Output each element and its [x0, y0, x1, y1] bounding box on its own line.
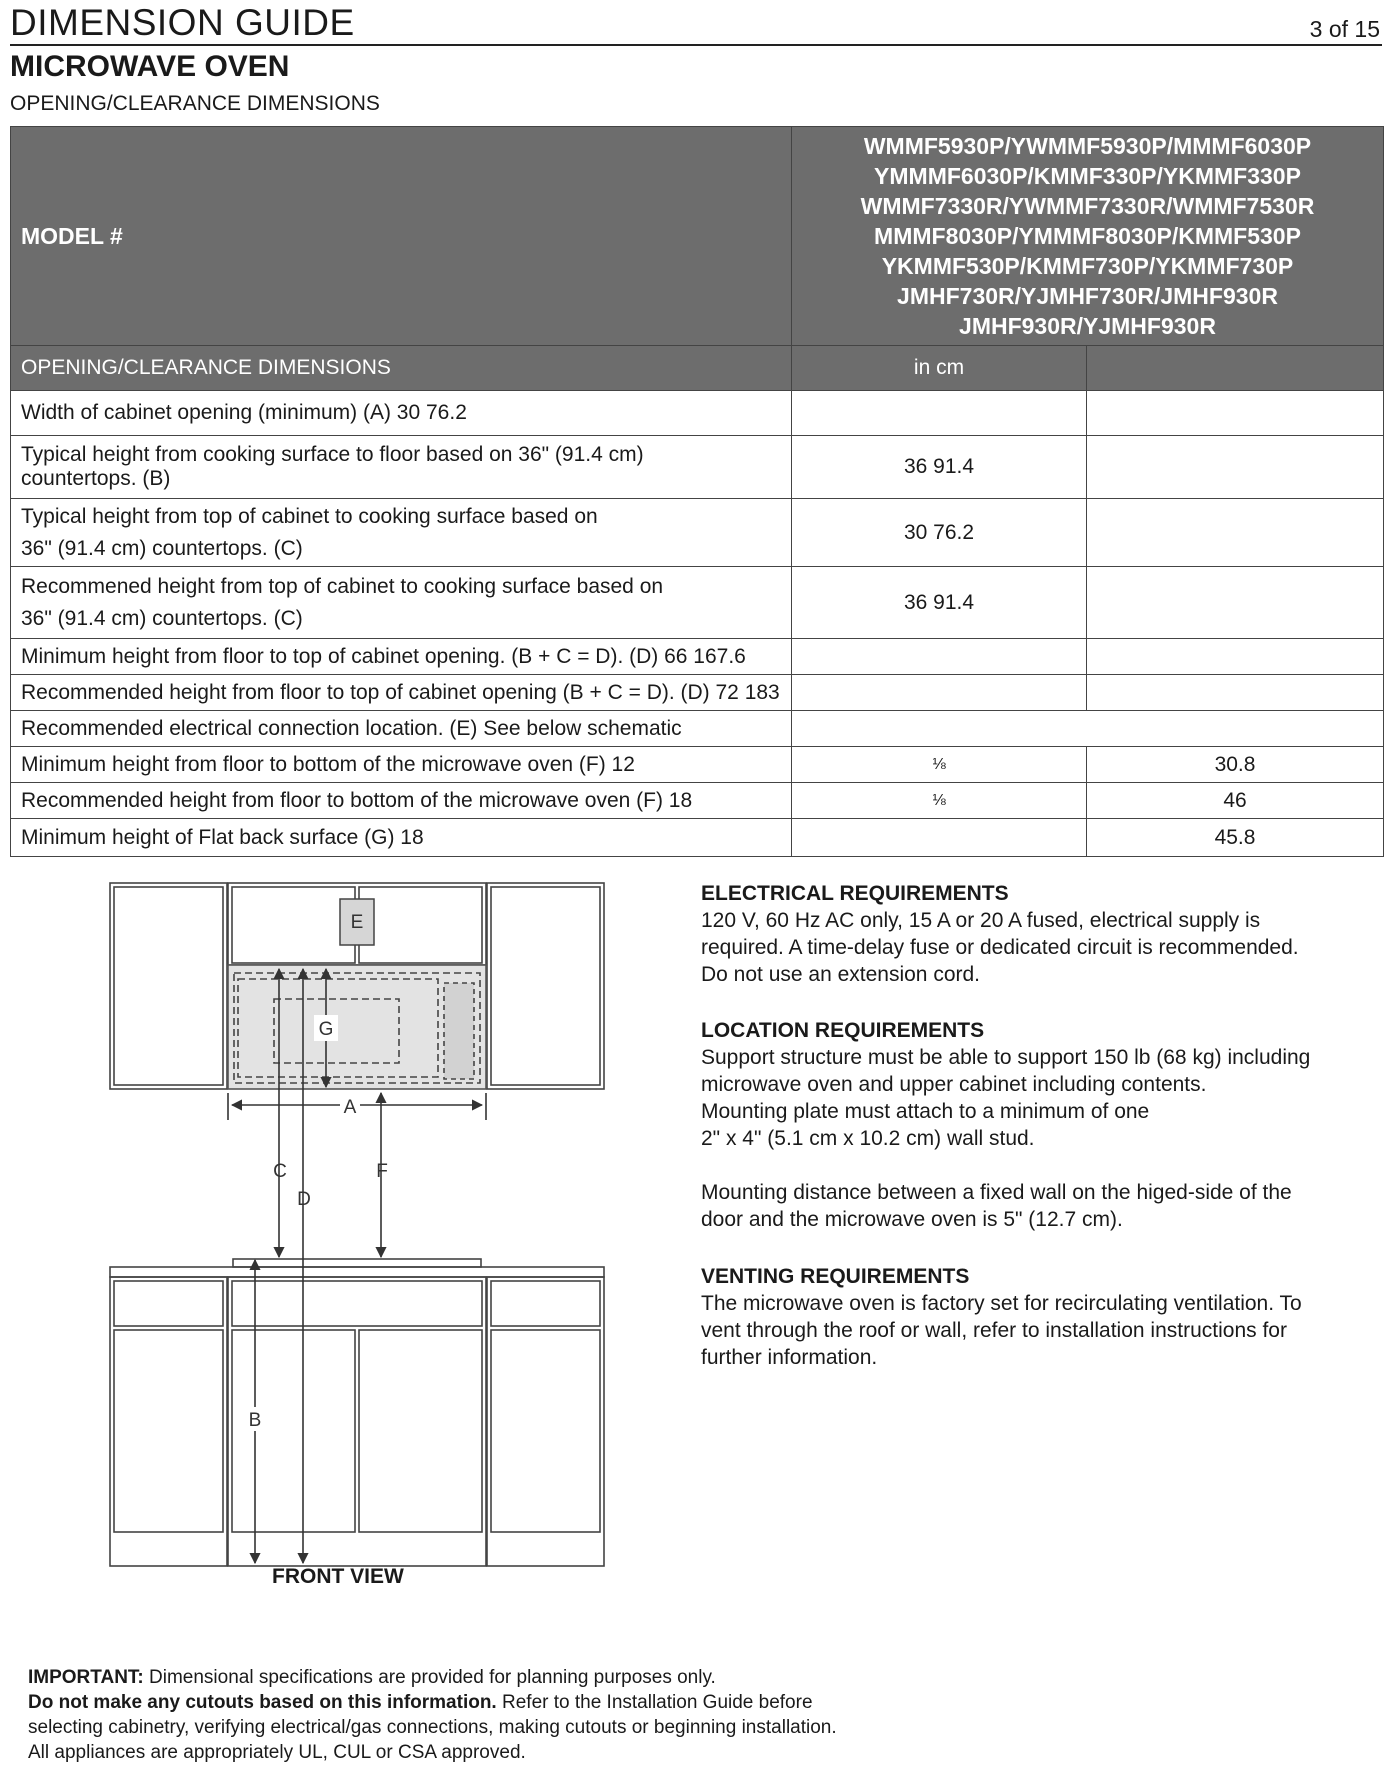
- venting-line: further information.: [701, 1346, 878, 1369]
- model-line: WMMF7330R/YWMMF7330R/WMMF7530R: [860, 193, 1315, 219]
- label-g: G: [318, 1019, 334, 1040]
- row-label-line: Typical height from top of cabinet to cooking surface based on: [21, 504, 598, 528]
- row-in: [792, 711, 1384, 747]
- row-in: ⅛: [792, 747, 1087, 783]
- section-title: MICROWAVE OVEN: [10, 50, 290, 83]
- row-label-line: Recommened height from top of cabinet to cooking surface based on: [21, 574, 664, 598]
- row-label: Minimum height of Flat back surface (G) 18: [11, 819, 792, 857]
- electrical-line: Do not use an extension cord.: [701, 963, 981, 986]
- electrical-heading: ELECTRICAL REQUIREMENTS: [701, 882, 1009, 905]
- electrical-line: 120 V, 60 Hz AC only, 15 A or 20 A fused, electrical supply is: [701, 909, 1261, 932]
- row-label: [11, 499, 792, 567]
- venting-heading: VENTING REQUIREMENTS: [701, 1265, 970, 1288]
- row-cm: [1087, 675, 1384, 711]
- diagram-caption: FRONT VIEW: [272, 1565, 404, 1588]
- row-in: [792, 675, 1087, 711]
- footer-line: [28, 1665, 1028, 1690]
- venting-requirements: [701, 1263, 1381, 1371]
- label-e: E: [350, 912, 364, 933]
- location-line: door and the microwave oven is 5" (12.7 cm).: [701, 1208, 1123, 1231]
- section-subtitle: OPENING/CLEARANCE DIMENSIONS: [10, 92, 380, 115]
- microwave-oven: [228, 965, 486, 1089]
- model-label: MODEL #: [11, 127, 792, 346]
- model-line: YKMMF530P/KMMF730P/YKMMF730P: [881, 253, 1294, 279]
- upper-cabinet-left: [110, 883, 227, 1089]
- row-label: Recommended height from floor to bottom of the microwave oven (F) 18: [11, 783, 792, 819]
- location-line: microwave oven and upper cabinet including contents.: [701, 1073, 1207, 1096]
- document-title: DIMENSION GUIDE: [10, 2, 355, 43]
- table-row: [11, 436, 1384, 499]
- lower-cabinet-center: [228, 1277, 486, 1566]
- warning-bold: Do not make any cutouts based on this information.: [28, 1692, 497, 1713]
- model-line: YMMMF6030P/KMMF330P/YKMMF330P: [874, 163, 1301, 189]
- row-label-text: Minimum height from floor to top of cabinet opening. (B + C = D). (D) 66 167.6: [21, 644, 746, 668]
- electrical-line: required. A time-delay fuse or dedicated circuit is recommended.: [701, 936, 1299, 959]
- table-row: [11, 567, 1384, 639]
- sub-header-label: OPENING/CLEARANCE DIMENSIONS: [11, 346, 792, 391]
- table-row: [11, 747, 1384, 783]
- model-line: JMHF730R/YJMHF730R/JMHF930R: [897, 283, 1278, 309]
- footer-line: [28, 1690, 1028, 1715]
- electrical-requirements: [701, 880, 1381, 988]
- location-line: Mounting distance between a fixed wall on the higed-side of the: [701, 1181, 1292, 1204]
- warning-text: Refer to the Installation Guide before: [496, 1692, 813, 1713]
- location-line: Mounting plate must attach to a minimum of one: [701, 1100, 1150, 1123]
- table-row: [11, 499, 1384, 567]
- venting-line: The microwave oven is factory set for recirculating ventilation. To: [701, 1292, 1302, 1315]
- footer-line: All appliances are appropriately UL, CUL or CSA approved.: [28, 1742, 526, 1763]
- table-row: [11, 391, 1384, 436]
- row-cm: [1087, 499, 1384, 567]
- label-a: A: [343, 1097, 357, 1118]
- front-view-diagram: [100, 875, 620, 1575]
- model-line: WMMF5930P/YWMMF5930P/MMMF6030P: [863, 133, 1312, 159]
- row-cm: 30.8: [1087, 747, 1384, 783]
- row-label-line: Typical height from cooking surface to floor based on 36" (91.4 cm): [21, 443, 644, 466]
- row-label-line: 36" (91.4 cm) countertops. (C): [21, 536, 303, 560]
- table-row: [11, 639, 1384, 675]
- row-cm: 45.8: [1087, 819, 1384, 857]
- important-label: IMPORTANT:: [28, 1667, 144, 1688]
- row-in: [792, 391, 1087, 436]
- row-label: Width of cabinet opening (minimum) (A) 30 76.2: [11, 391, 792, 436]
- location-spacer: [701, 1152, 1381, 1179]
- row-in: 30 76.2: [792, 499, 1087, 567]
- row-label: Minimum height from floor to bottom of the microwave oven (F) 12: [11, 747, 792, 783]
- row-in: 36 91.4: [792, 567, 1087, 639]
- row-label: [11, 436, 792, 499]
- important-text: Dimensional specifications are provided for planning purposes only.: [143, 1667, 716, 1688]
- row-label-line: 36" (91.4 cm) countertops. (C): [21, 606, 303, 630]
- row-in: [792, 819, 1087, 857]
- footer-disclaimer: [28, 1665, 1028, 1765]
- row-cm: [1087, 436, 1384, 499]
- lower-cabinet-right: [487, 1277, 604, 1566]
- table-row: [11, 711, 1384, 747]
- model-list: [792, 127, 1384, 346]
- label-c: C: [273, 1161, 287, 1182]
- table-row: [11, 783, 1384, 819]
- label-b: B: [248, 1410, 262, 1431]
- title-divider: [10, 44, 1382, 46]
- dimensions-table: [10, 126, 1384, 857]
- row-cm: 46: [1087, 783, 1384, 819]
- lower-cabinet-left: [110, 1277, 227, 1566]
- row-label: Recommended electrical connection location. (E) See below schematic: [11, 711, 792, 747]
- units-label: in cm: [792, 346, 1087, 391]
- row-in: 36 91.4: [792, 436, 1087, 499]
- units-blank: [1087, 346, 1384, 391]
- row-label: [11, 639, 792, 675]
- page-number: 3 of 15: [1309, 16, 1380, 42]
- location-line: 2" x 4" (5.1 cm x 10.2 cm) wall stud.: [701, 1127, 1035, 1150]
- row-label-line: countertops. (B): [21, 467, 171, 490]
- location-heading: LOCATION REQUIREMENTS: [701, 1019, 985, 1042]
- model-line: MMMF8030P/YMMMF8030P/KMMF530P: [874, 223, 1301, 249]
- table-row: [11, 819, 1384, 857]
- units-header-row: [11, 346, 1384, 391]
- model-header-row: [11, 127, 1384, 346]
- location-line: Support structure must be able to support 150 lb (68 kg) including: [701, 1046, 1311, 1069]
- venting-line: vent through the roof or wall, refer to installation instructions for: [701, 1319, 1287, 1342]
- location-requirements: [701, 1017, 1381, 1233]
- row-label: [11, 567, 792, 639]
- footer-line: selecting cabinetry, verifying electrical/gas connections, making cutouts or beginning installation.: [28, 1717, 837, 1738]
- countertop: [110, 1259, 604, 1277]
- row-cm: [1087, 639, 1384, 675]
- table-row: [11, 675, 1384, 711]
- model-line: JMHF930R/YJMHF930R: [959, 313, 1216, 339]
- label-d: D: [297, 1189, 311, 1210]
- row-cm: [1087, 391, 1384, 436]
- row-cm: [1087, 567, 1384, 639]
- label-f: F: [376, 1161, 388, 1182]
- row-in: ⅛: [792, 783, 1087, 819]
- row-label-text: Recommended height from floor to top of cabinet opening (B + C = D). (D) 72 183: [21, 680, 780, 704]
- row-label: [11, 675, 792, 711]
- row-in: [792, 639, 1087, 675]
- upper-cabinet-right: [487, 883, 604, 1089]
